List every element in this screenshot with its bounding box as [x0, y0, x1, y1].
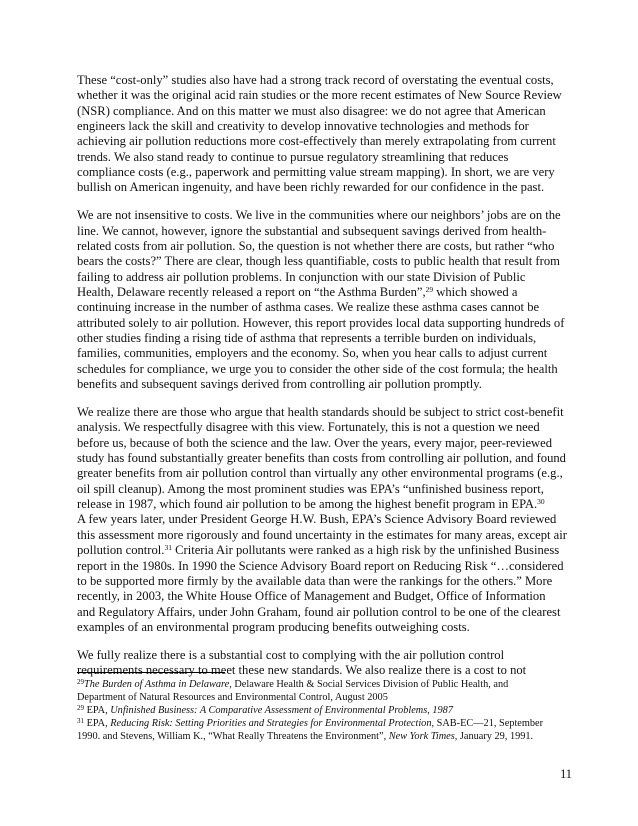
footnote-29-line-2: Department of Natural Resources and Environmental Control, August 2005	[77, 692, 388, 704]
text-line: recently, in 2003, the White House Office of Management and Budget, Office of Information	[77, 589, 546, 604]
footnote-text: SAB-EC—21, September	[434, 718, 544, 730]
footnote-29	[77, 678, 571, 691]
footnote-marker: 29	[77, 678, 84, 686]
footnotes	[77, 678, 571, 743]
text-line: We fully realize there is a substantial cost to complying with the air pollution control	[77, 647, 505, 662]
text-line: oil spill cleanup). Among the most prominent studies was EPA’s “unfinished business report,	[77, 481, 544, 496]
text-line	[77, 497, 571, 512]
text-line: bullish on American ingenuity, and have been richly rewarded for our confidence in the past.	[77, 180, 545, 195]
text-line: A few years later, under President George H.W. Bush, EPA’s Science Advisory Board reviewed	[77, 512, 557, 527]
text-line: whether it was the original acid rain studies or the more recent estimates of New Source Review	[77, 88, 562, 103]
text-line: families, communities, employers and the economy. So, when you hear calls to adjust current	[77, 346, 548, 361]
text-line: attributed solely to air pollution. However, this report provides local data supporting hundreds of	[77, 315, 565, 330]
text-line: (NSR) compliance. And on this matter we must also disagree: we do not agree that American	[77, 103, 546, 118]
paragraph-2	[77, 208, 571, 392]
text-line: achieving air pollution reductions more cost-effectively than merely extrapolating from current	[77, 134, 556, 149]
text-line: this assessment more rigorously and found uncertainty in the estimates for many areas, except air	[77, 527, 567, 542]
text-line: schedules for compliance, we urge you to consider the other side of the cost formula; the health	[77, 361, 558, 376]
text-line: We realize there are those who argue that health standards should be subject to strict cost-benefit	[77, 405, 564, 420]
text-line: before us, because of both the science and the law. Over the years, every major, peer-reviewed	[77, 435, 553, 450]
footnote-ref-29[interactable]: 29	[425, 285, 434, 295]
text-line: related costs from air pollution. So, the question is not whether there are costs, but rather “who	[77, 239, 555, 254]
footnote-title: Reducing Risk: Setting Priorities and Strategies for Environmental Protection,	[110, 718, 435, 730]
footnote-ref-30[interactable]: 30	[537, 497, 545, 507]
footnote-text: 1990. and Stevens, William K., “What Really Threatens the Environment”,	[77, 731, 389, 743]
text-line: compliance costs (e.g., paperwork and permitting value stream mapping). In short, we are very	[77, 165, 555, 180]
body-text	[77, 73, 571, 679]
footnote-marker: 29	[77, 704, 84, 713]
text-line: engineers lack the skill and creativity to develop innovative technologies and methods for	[77, 119, 529, 134]
text-segment: which showed a	[433, 285, 518, 300]
footnote-text: EPA,	[84, 718, 111, 730]
text-line: benefits and subsequent savings derived from controlling air pollution promptly.	[77, 377, 482, 392]
text-segment: Health, Delaware recently released a report on “the Asthma Burden”,	[77, 285, 426, 300]
text-line: These “cost-only” studies also have had a strong track record of overstating the eventual costs,	[77, 73, 554, 87]
text-line	[77, 543, 571, 558]
footnote-31-line-2	[77, 730, 571, 743]
text-line: bears the costs?” There are clear, though less quantifiable, costs to public health that result from	[77, 254, 560, 269]
text-line: analysis. We respectfully disagree with this view. Fortunately, this is not a question we need	[77, 420, 540, 435]
text-line: failing to address air pollution problems. In conjunction with our state Division of Public	[77, 269, 526, 284]
footnote-title: The Burden of Asthma in Delaware,	[84, 679, 232, 690]
page-number: 11	[560, 767, 572, 781]
text-segment: release in 1987, which found air pollution to be among the highest benefit program in EPA.	[77, 497, 538, 512]
footnote-title: Unfinished Business: A Comparative Assessment of Environmental Problems, 1987	[110, 705, 453, 717]
text-line: trends. We also stand ready to continue to pursue regulatory streamlining that reduces	[77, 149, 509, 164]
text-line: We are not insensitive to costs. We live in the communities where our neighbors’ jobs are on the	[77, 208, 561, 223]
paragraph-3	[77, 405, 571, 635]
footnote-30	[77, 704, 571, 717]
footnote-title: New York Times	[388, 731, 455, 743]
footnote-divider	[77, 672, 225, 673]
footnote-text: EPA,	[84, 705, 111, 717]
text-segment: pollution control.	[77, 543, 165, 558]
text-line	[77, 285, 571, 300]
footnote-31	[77, 717, 571, 730]
text-line: other studies finding a rising tide of asthma that represents a terrible burden on individuals,	[77, 331, 537, 346]
text-line: and Regulatory Affairs, under John Graham, found air pollution control to be one of the clearest	[77, 604, 561, 619]
text-segment: Criteria Air pollutants were ranked as a high risk by the unfinished Business	[171, 543, 560, 558]
footnote-marker: 31	[77, 717, 84, 726]
text-line: line. We cannot, however, ignore the substantial and subsequent savings derived from health-	[77, 223, 547, 238]
footnote-text: , January 29, 1991.	[454, 731, 534, 743]
text-line: examples of an environmental program producing benefits outweighing costs.	[77, 619, 470, 634]
text-line: requirements necessary to meet these new standards. We also realize there is a cost to not	[77, 663, 527, 678]
paragraph-1	[77, 73, 571, 196]
text-line: continuing increase in the number of asthma cases. We realize these asthma cases cannot be	[77, 300, 540, 315]
text-line: study has found substantially greater benefits than costs from controlling air pollution, and found	[77, 451, 566, 466]
text-line: greater benefits from air pollution control than virtually any other environmental programs (e.g.,	[77, 466, 563, 481]
paragraph-4	[77, 648, 571, 679]
footnote-text: Delaware Health & Social Services Division of Public Health, and	[231, 679, 509, 690]
footnote-ref-31[interactable]: 31	[164, 543, 172, 553]
text-line: to be supported more firmly by the available data than were the rankings for the others.” More	[77, 573, 553, 588]
text-line: report in the 1980s. In 1990 the Science Advisory Board report on Reducing Risk “…considered	[77, 558, 564, 573]
